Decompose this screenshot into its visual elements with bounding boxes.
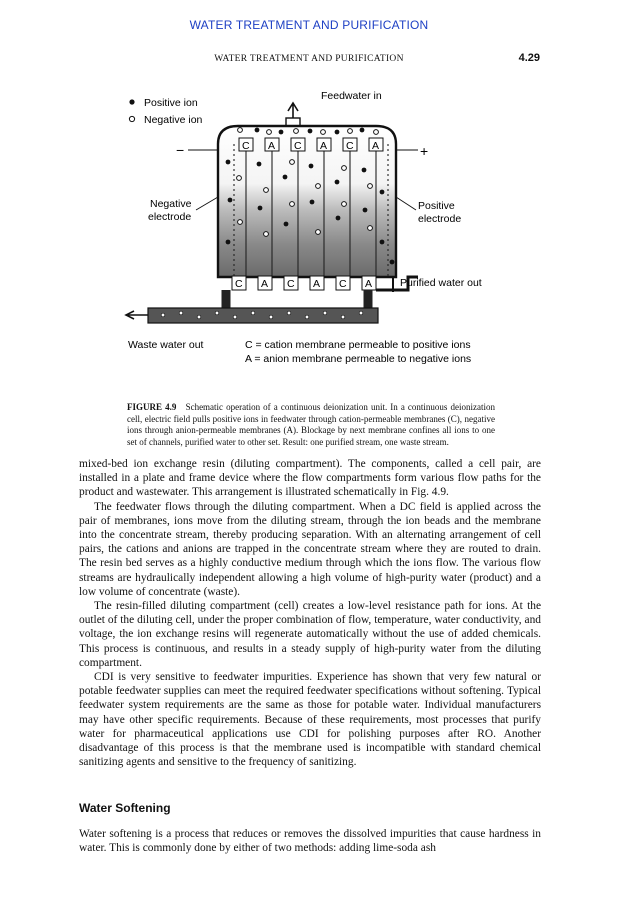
positive-ion-legend-icon [129,99,134,104]
running-head: WATER TREATMENT AND PURIFICATION [214,54,404,64]
waste-water-label: Waste water out [128,339,204,351]
body-text [79,457,541,769]
positive-electrode-label: electrode [418,213,462,225]
legend-positive-label: Positive ion [144,97,198,109]
bottom-membrane-label: A [365,278,373,290]
bottom-membrane-label: C [235,278,243,290]
section-text [79,827,541,855]
section-heading: Water Softening [79,801,171,815]
paragraph: Water softening is a process that reduces or removes the dissolved impurities that cause hardness in water. This is commonly done by either of two methods: adding lime-soda ash [79,828,541,855]
key-a-label: A = anion membrane permeable to negative ions [245,353,472,365]
positive-electrode-label: Positive [418,200,455,212]
feedwater-label: Feedwater in [321,90,382,102]
key-c-label: C = cation membrane permeable to positive ions [245,339,471,351]
figure-label: FIGURE 4.9 [127,402,177,412]
top-membrane-label: C [242,140,250,152]
paragraph: The feedwater flows through the diluting compartment. When a DC field is applied across the pair of membranes, ions move from the diluting stream, through the ion beads and the membrane into the concentrate stream, thereby producing separation. With an alternating arrangement of cell pairs, the cations and anions are trapped in the concentrate stream where they are routed to drain. The resin bed serves as a highly conductive medium through which the ions flow. The various flow streams are hydraulically independent allowing a high volume of high-purity water (product) and a low volume of concentrate (waste). [79,500,541,598]
plus-sign: + [420,143,429,159]
waste-arrow [126,311,148,319]
top-membrane-label: A [372,140,380,152]
top-membrane-label: A [320,140,328,152]
paragraph: The resin-filled diluting compartment (cell) creates a low-level resistance path for ions. At the outlet of the diluting cell, under the proper combination of flow, temperature, water conductivity, and voltage, the ion exchange resins will regenerate automatically without the use of added chemicals. This process is continuous, and results in a steady supply of high-purity water from the diluting compartment. [79,600,541,669]
page-number: 4.29 [518,52,540,64]
bottom-membrane-label: C [339,278,347,290]
top-banner: WATER TREATMENT AND PURIFICATION [189,18,429,32]
cdi-figure [118,82,508,372]
caption-text: Schematic operation of a continuous deionization unit. In a continuous deionization cell, electric field pulls positive ions in feedwater through cation-permeable membranes (C), negative ions through anion-permeable membranes (A). Blockage by next membrane confines all ions to one set of channels, purified water to other set. Result: one purified stream, one waste stream. [127,402,495,447]
negative-ion-legend-icon [129,116,134,121]
bottom-membrane-label: A [313,278,321,290]
top-membrane-label: C [294,140,302,152]
figure-caption [127,402,495,448]
paragraph: CDI is very sensitive to feedwater impurities. Experience has shown that very few natural or potable feedwater supplies can meet the required feedwater specifications without softening. Typical feedwater system requirements are the same as those for potable water. Individual manufacturers may have other specific requirements. Because of these requirements, most processes that purify water for pharmaceutical applications use CDI for polishing purposes after RO. Another disadvantage of this process is that the membrane used is incompatible with standard chemical sanitizing agents and sensitive to the frequency of sanitizing. [79,671,541,769]
paragraph: mixed-bed ion exchange resin (diluting compartment). The components, called a cell pair, are installed in a plate and frame device where the flow compartments form various flow paths for the product and wastewater. This arrangement is illustrated schematically in Fig. 4.9. [79,458,541,499]
purified-water-label: Purified water out [400,277,482,289]
negative-electrode-label: electrode [148,211,192,223]
legend-negative-label: Negative ion [144,114,203,126]
top-membrane-label: C [346,140,354,152]
bottom-membrane-label: C [287,278,295,290]
top-membrane-label: A [268,140,276,152]
bottom-membrane-label: A [261,278,269,290]
negative-electrode-label: Negative [150,198,192,210]
minus-sign: − [176,142,185,158]
